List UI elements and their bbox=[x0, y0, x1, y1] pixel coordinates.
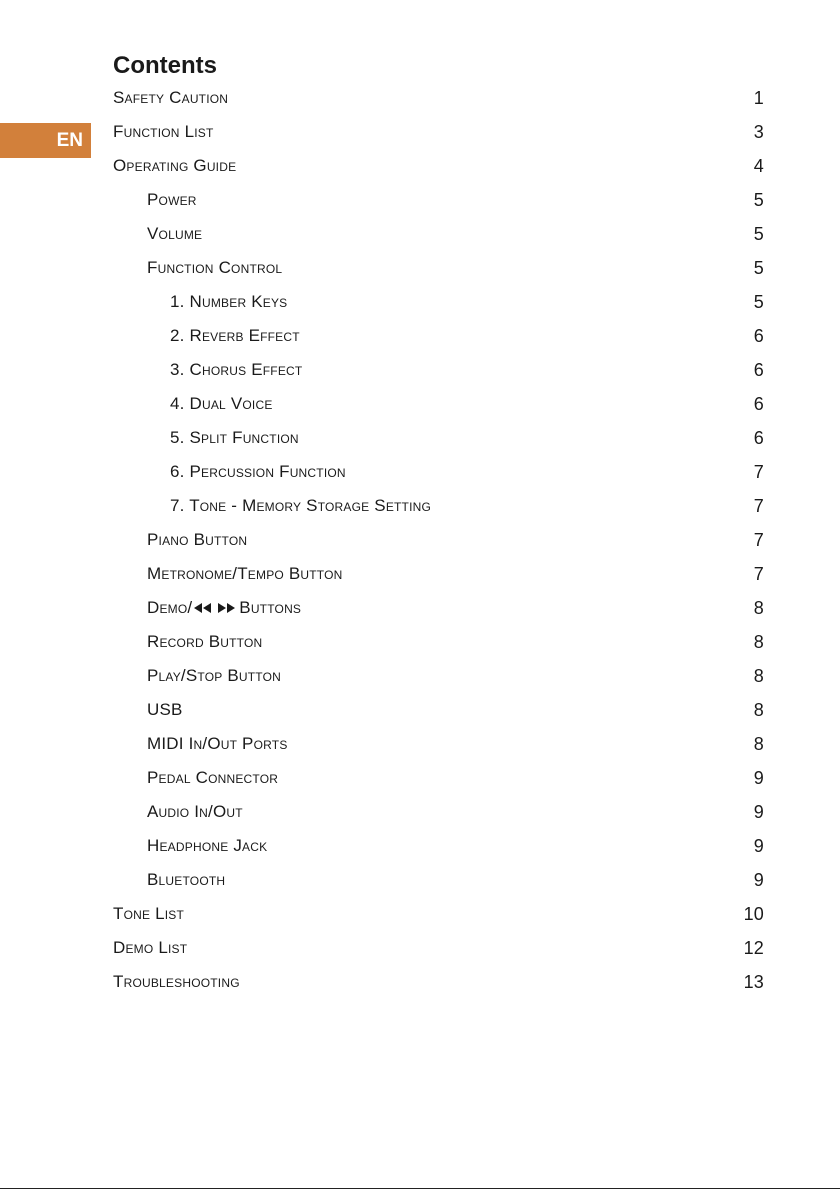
toc-page: 4 bbox=[753, 155, 764, 176]
language-label: EN bbox=[56, 129, 83, 151]
table-of-contents bbox=[113, 81, 764, 999]
toc-page: 12 bbox=[743, 937, 764, 958]
toc-label: Bluetooth bbox=[147, 870, 226, 889]
toc-label: 5. Split Function bbox=[170, 428, 299, 447]
toc-label: 6. Percussion Function bbox=[170, 462, 346, 481]
toc-entry-play-stop-button[interactable] bbox=[113, 659, 764, 693]
toc-page: 5 bbox=[753, 223, 764, 244]
toc-entry-metronome-tempo[interactable] bbox=[113, 557, 764, 591]
toc-label: Function Control bbox=[147, 258, 283, 277]
toc-page: 6 bbox=[753, 393, 764, 414]
toc-page: 7 bbox=[753, 563, 764, 584]
toc-label: Safety Caution bbox=[113, 88, 229, 107]
toc-label: 2. Reverb Effect bbox=[170, 326, 300, 345]
toc-label: Power bbox=[147, 190, 197, 209]
toc-label bbox=[147, 598, 301, 619]
language-tab bbox=[0, 123, 91, 158]
toc-label: Headphone Jack bbox=[147, 836, 268, 855]
toc-page: 7 bbox=[753, 495, 764, 516]
page-bottom-divider bbox=[0, 1188, 840, 1189]
toc-entry-tone-memory-storage[interactable] bbox=[113, 489, 764, 523]
toc-entry-tone-list[interactable] bbox=[113, 897, 764, 931]
toc-label: Play/Stop Button bbox=[147, 666, 282, 685]
toc-page: 13 bbox=[743, 971, 764, 992]
toc-label: 1. Number Keys bbox=[170, 292, 288, 311]
toc-entry-operating-guide[interactable] bbox=[113, 149, 764, 183]
toc-entry-dual-voice[interactable] bbox=[113, 387, 764, 421]
toc-entry-safety-caution[interactable] bbox=[113, 81, 764, 115]
fast-forward-icon bbox=[217, 603, 235, 613]
toc-entry-function-list[interactable] bbox=[113, 115, 764, 149]
toc-page: 3 bbox=[753, 121, 764, 142]
toc-page: 9 bbox=[753, 767, 764, 788]
toc-entry-split-function[interactable] bbox=[113, 421, 764, 455]
toc-page: 6 bbox=[753, 359, 764, 380]
toc-entry-midi-ports[interactable] bbox=[113, 727, 764, 761]
toc-page: 8 bbox=[753, 733, 764, 754]
toc-page: 9 bbox=[753, 869, 764, 890]
toc-label: Troubleshooting bbox=[113, 972, 240, 991]
toc-label-suffix: Buttons bbox=[239, 597, 302, 617]
toc-entry-volume[interactable] bbox=[113, 217, 764, 251]
toc-entry-demo-list[interactable] bbox=[113, 931, 764, 965]
toc-entry-power[interactable] bbox=[113, 183, 764, 217]
toc-entry-number-keys[interactable] bbox=[113, 285, 764, 319]
toc-label: Operating Guide bbox=[113, 156, 237, 175]
toc-label: 3. Chorus Effect bbox=[170, 360, 303, 379]
toc-page: 8 bbox=[753, 631, 764, 652]
toc-label: Audio In/Out bbox=[147, 802, 243, 821]
toc-entry-usb[interactable] bbox=[113, 693, 764, 727]
toc-page: 7 bbox=[753, 529, 764, 550]
toc-page: 10 bbox=[743, 903, 764, 924]
toc-label-prefix: Demo/ bbox=[147, 597, 193, 617]
toc-page: 7 bbox=[753, 461, 764, 482]
contents-title: Contents bbox=[113, 52, 217, 79]
toc-entry-pedal-connector[interactable] bbox=[113, 761, 764, 795]
toc-label: Piano Button bbox=[147, 530, 248, 549]
toc-page: 1 bbox=[753, 87, 764, 108]
toc-label: Tone List bbox=[113, 904, 185, 923]
toc-entry-function-control[interactable] bbox=[113, 251, 764, 285]
toc-page: 8 bbox=[753, 699, 764, 720]
toc-entry-headphone-jack[interactable] bbox=[113, 829, 764, 863]
toc-entry-record-button[interactable] bbox=[113, 625, 764, 659]
toc-entry-reverb-effect[interactable] bbox=[113, 319, 764, 353]
toc-label: Function List bbox=[113, 122, 214, 141]
toc-page: 8 bbox=[753, 597, 764, 618]
toc-page: 9 bbox=[753, 801, 764, 822]
toc-label: Metronome/Tempo Button bbox=[147, 564, 343, 583]
toc-label: USB bbox=[147, 700, 183, 719]
toc-page: 6 bbox=[753, 325, 764, 346]
toc-page: 9 bbox=[753, 835, 764, 856]
toc-page: 8 bbox=[753, 665, 764, 686]
toc-label: Demo List bbox=[113, 938, 188, 957]
toc-entry-chorus-effect[interactable] bbox=[113, 353, 764, 387]
toc-entry-bluetooth[interactable] bbox=[113, 863, 764, 897]
toc-label: 4. Dual Voice bbox=[170, 394, 273, 413]
toc-page: 5 bbox=[753, 291, 764, 312]
toc-page: 6 bbox=[753, 427, 764, 448]
toc-label: 7. Tone - Memory Storage Setting bbox=[170, 496, 432, 515]
toc-label: Volume bbox=[147, 224, 203, 243]
toc-label: Pedal Connector bbox=[147, 768, 279, 787]
toc-entry-audio-in-out[interactable] bbox=[113, 795, 764, 829]
toc-page: 5 bbox=[753, 189, 764, 210]
toc-page: 5 bbox=[753, 257, 764, 278]
rewind-icon bbox=[194, 603, 212, 613]
toc-entry-percussion-function[interactable] bbox=[113, 455, 764, 489]
toc-label: MIDI In/Out Ports bbox=[147, 734, 288, 753]
toc-entry-troubleshooting[interactable] bbox=[113, 965, 764, 999]
toc-entry-demo-buttons[interactable] bbox=[113, 591, 764, 625]
toc-entry-piano-button[interactable] bbox=[113, 523, 764, 557]
toc-label: Record Button bbox=[147, 632, 263, 651]
